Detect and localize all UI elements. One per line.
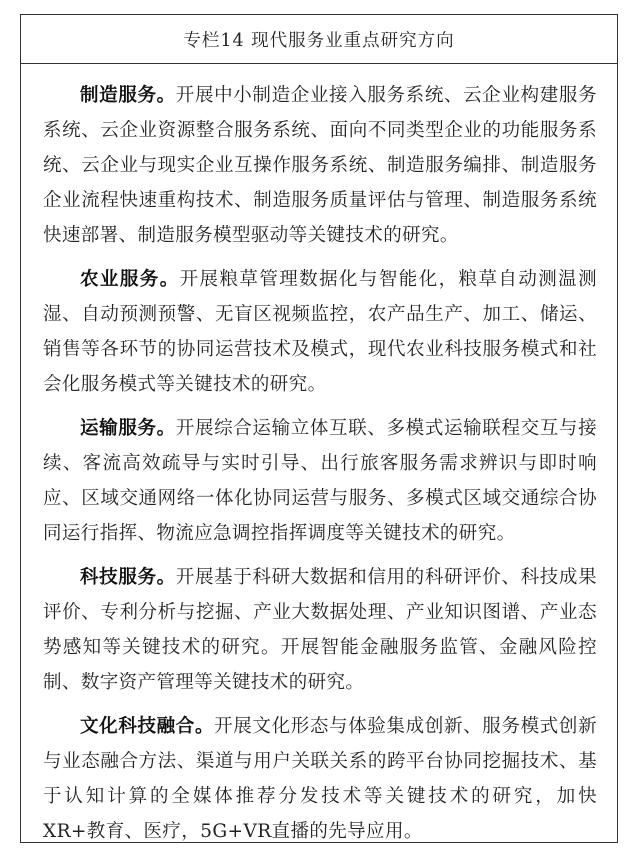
section-text: 开展文化形态与体验集成创新、服务模式创新与业态融合方法、渠道与用户关联关系的跨平台协同挖掘技术、基于认知计算的全媒体推荐分发技术等关键技术的研究，加快XR+教育、医疗，5G+VR直播的先导应用。	[43, 716, 597, 842]
section-text: 开展中小制造企业接入服务系统、云企业构建服务系统、云企业资源整合服务系统、面向不同类型企业的功能服务系统、云企业与现实企业互操作服务系统、制造服务编排、制造服务企业流程快速重构技术、制造服务质量评估与管理、制造服务系统快速部署、制造服务模型驱动等关键技术的研究。	[43, 85, 597, 246]
section-heading: 文化科技融合。	[80, 716, 215, 737]
box-body	[21, 64, 617, 849]
section-transport	[43, 411, 597, 551]
special-column-box	[20, 14, 618, 843]
box-title: 专栏14 现代服务业重点研究方向	[21, 15, 617, 64]
section-text: 开展综合运输立体互联、多模式运输联程交互与接续、客流高效疏导与实时引导、出行旅客服务需求辨识与即时响应、区域交通网络一体化协同运营与服务、多模式区域交通综合协同运行指挥、物流应急调控指挥调度等关键技术的研究。	[43, 418, 597, 544]
section-manufacturing	[43, 78, 597, 253]
section-text: 开展基于科研大数据和信用的科研评价、科技成果评价、专利分析与挖掘、产业大数据处理、产业知识图谱、产业态势感知等关键技术的研究。开展智能金融服务监管、金融风险控制、数字资产管理等关键技术的研究。	[43, 567, 597, 693]
section-agriculture	[43, 262, 597, 402]
section-heading: 科技服务。	[80, 567, 176, 588]
section-text: 开展粮草管理数据化与智能化，粮草自动测温测湿、自动预测预警、无盲区视频监控，农产品生产、加工、储运、销售等各环节的协同运营技术及模式，现代农业科技服务模式和社会化服务模式等关键技术的研究。	[43, 269, 597, 395]
section-heading: 农业服务。	[80, 269, 180, 290]
section-technology	[43, 560, 597, 700]
section-heading: 运输服务。	[80, 418, 176, 439]
section-heading: 制造服务。	[80, 85, 176, 106]
section-culture-tech	[43, 709, 597, 849]
